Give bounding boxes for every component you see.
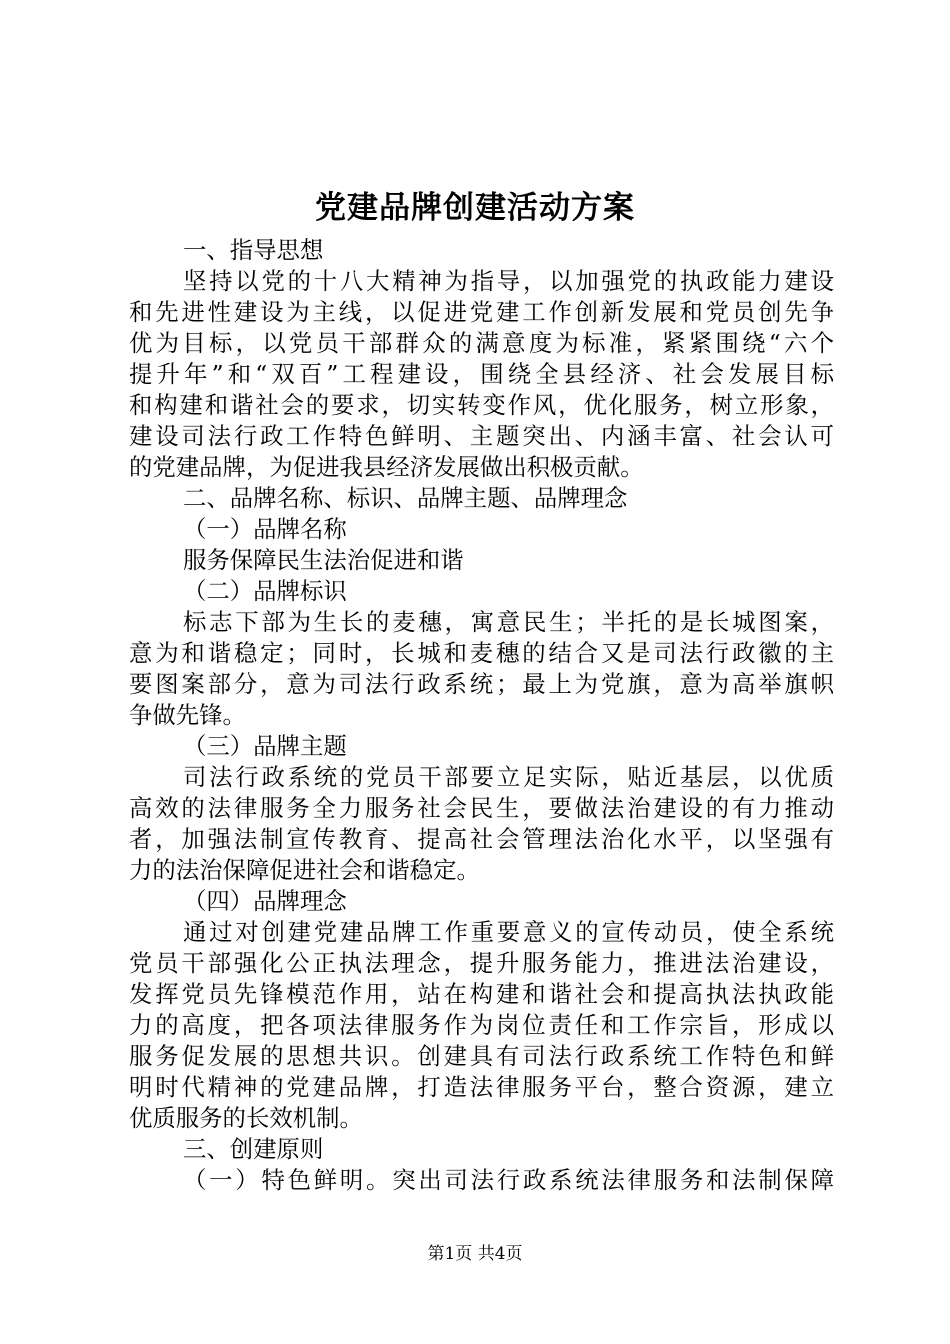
paragraph-line: 通过对创建党建品牌工作重要意义的宣传动员，使全系统 <box>183 918 834 946</box>
paragraph-line: 和构建和谐社会的要求，切实转变作风，优化服务，树立形象， <box>129 391 834 419</box>
paragraph-line: 争做先锋。 <box>129 701 246 729</box>
page-footer: 第1页 共4页 <box>427 1244 523 1264</box>
paragraph-line: 发挥党员先锋模范作用，站在构建和谐社会和提高执法执政能 <box>129 980 834 1008</box>
paragraph-line: 坚持以党的十八大精神为指导，以加强党的执政能力建设 <box>183 267 834 295</box>
document-body <box>129 235 834 1196</box>
section-heading: （四）品牌理念 <box>183 887 347 915</box>
section-heading: （一）品牌名称 <box>183 515 347 543</box>
paragraph-line: 标志下部为生长的麦穗，寓意民生；半托的是长城图案， <box>183 608 834 636</box>
paragraph-line: 司法行政系统的党员干部要立足实际，贴近基层，以优质 <box>183 763 834 791</box>
paragraph-line: 优质服务的长效机制。 <box>129 1104 363 1132</box>
section-heading: 一、指导思想 <box>183 236 324 264</box>
section-heading: （二）品牌标识 <box>183 577 347 605</box>
document-title: 党建品牌创建活动方案 <box>315 190 635 226</box>
section-heading: 服务保障民生法治促进和谐 <box>183 546 464 574</box>
paragraph-line: （一）特色鲜明。突出司法行政系统法律服务和法制保障 <box>183 1166 834 1194</box>
section-heading: 二、品牌名称、标识、品牌主题、品牌理念 <box>183 484 628 512</box>
paragraph-line: 的党建品牌，为促进我县经济发展做出积极贡献。 <box>129 453 644 481</box>
section-heading: （三）品牌主题 <box>183 732 347 760</box>
paragraph-line: 意为和谐稳定；同时，长城和麦穗的结合又是司法行政徽的主 <box>129 639 834 667</box>
paragraph-line: 党员干部强化公正执法理念，提升服务能力，推进法治建设， <box>129 949 834 977</box>
paragraph-line: 建设司法行政工作特色鲜明、主题突出、内涵丰富、社会认可 <box>129 422 834 450</box>
paragraph-line: 力的法治保障促进社会和谐稳定。 <box>129 856 480 884</box>
paragraph-line: 优为目标，以党员干部群众的满意度为标准，紧紧围绕“六个 <box>129 329 834 357</box>
paragraph-line: 高效的法律服务全力服务社会民生，要做法治建设的有力推动 <box>129 794 834 822</box>
paragraph-line: 和先进性建设为主线，以促进党建工作创新发展和党员创先争 <box>129 298 834 326</box>
paragraph-line: 明时代精神的党建品牌，打造法律服务平台，整合资源，建立 <box>129 1073 834 1101</box>
paragraph-line: 要图案部分，意为司法行政系统；最上为党旗，意为高举旗帜 <box>129 670 834 698</box>
paragraph-line: 服务促发展的思想共识。创建具有司法行政系统工作特色和鲜 <box>129 1042 834 1070</box>
paragraph-line: 提升年”和“双百”工程建设，围绕全县经济、社会发展目标 <box>129 360 834 388</box>
paragraph-line: 者，加强法制宣传教育、提高社会管理法治化水平，以坚强有 <box>129 825 834 853</box>
paragraph-line: 力的高度，把各项法律服务作为岗位责任和工作宗旨，形成以 <box>129 1011 834 1039</box>
section-heading: 三、创建原则 <box>183 1135 324 1163</box>
